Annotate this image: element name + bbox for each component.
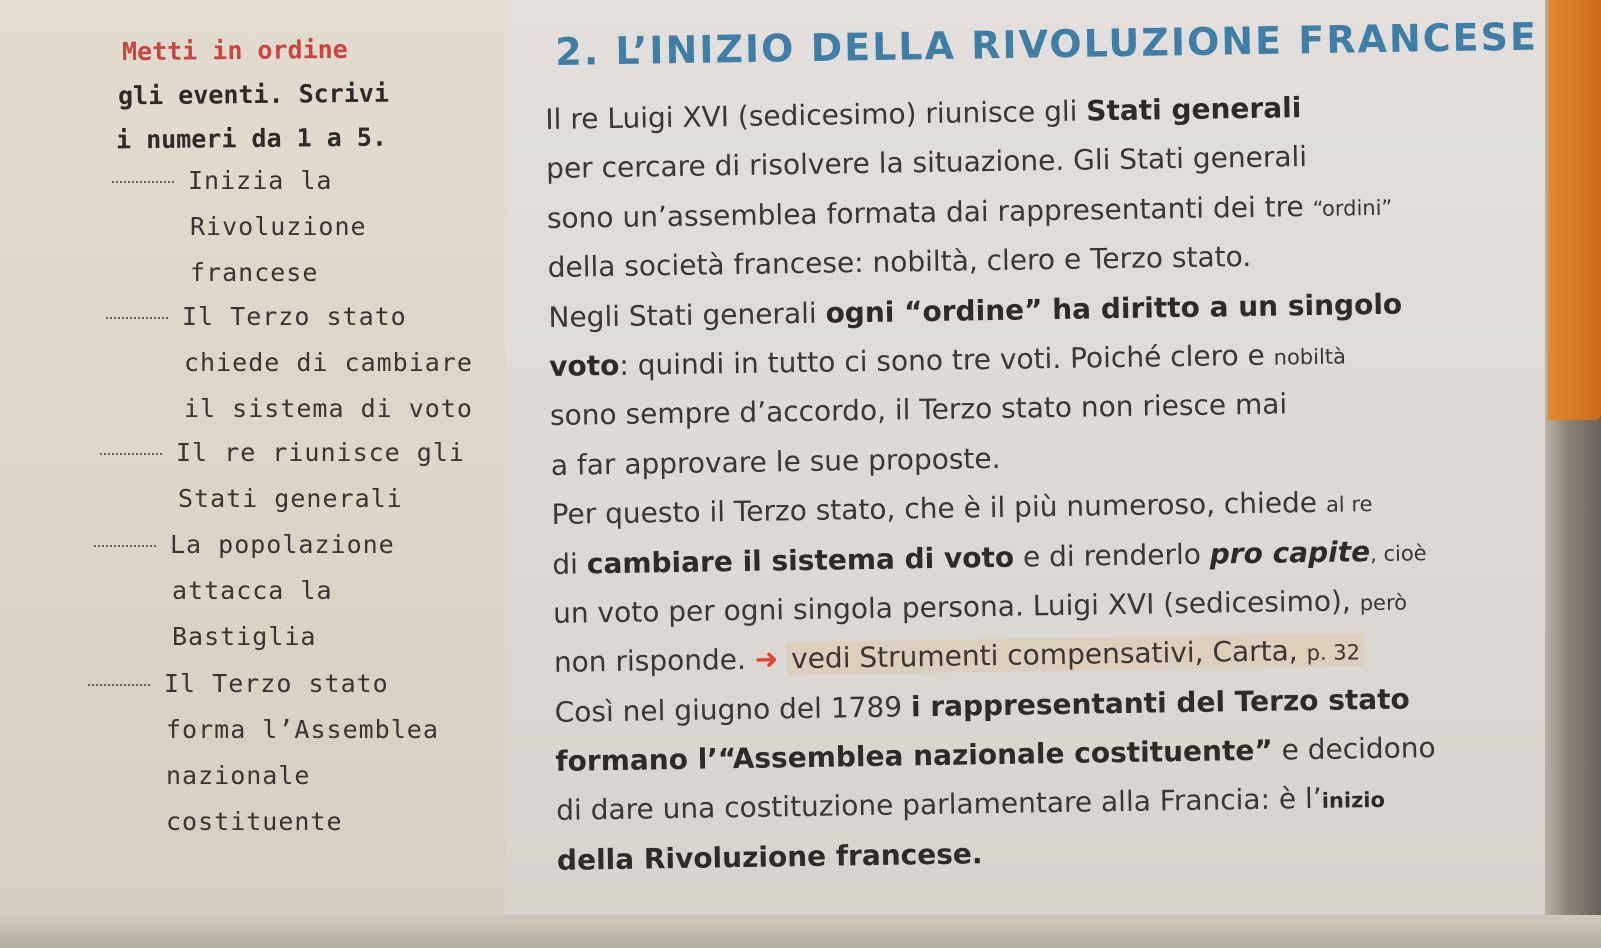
order-item-2 <box>106 294 473 432</box>
item-text: francese <box>190 258 319 287</box>
reference-link[interactable]: vedi Strumenti compensativi, Carta, p. 32 <box>787 634 1364 676</box>
item-text: Il Terzo stato <box>164 669 389 698</box>
paragraph-line: non risponde. ➜ vedi Strumenti compensativi, Carta, p. 32 <box>554 623 1555 688</box>
order-item-4 <box>94 522 395 660</box>
item-text: forma l’Assemblea <box>166 715 439 744</box>
paragraph-line: della società francese: nobiltà, clero e Terzo stato. <box>547 240 1252 285</box>
paragraph-line: voto: quindi in tutto ci sono tre voti. Poiché clero e nobiltà <box>549 338 1347 383</box>
paragraph-line: Per questo il Terzo stato, che è il più numeroso, chiede al re <box>551 485 1373 532</box>
number-blank[interactable] <box>100 452 162 455</box>
paragraph-line: per cercare di risolvere la situazione. Gli Stati generali <box>545 140 1308 186</box>
number-blank[interactable] <box>88 683 150 686</box>
instruction-line: i numeri da 1 a 5. <box>115 122 388 155</box>
arrow-right-icon: ➜ <box>754 642 779 677</box>
paragraph-line: a far approvare le sue proposte. <box>550 441 1001 482</box>
order-item-5 <box>88 661 439 845</box>
paragraph-line: di dare una costituzione parlamentare alla Francia: è l’inizio <box>555 782 1386 828</box>
item-text: attacca la <box>172 576 333 605</box>
order-item-3 <box>100 430 465 522</box>
item-text: Rivoluzione <box>190 212 367 241</box>
item-text: La popolazione <box>170 530 395 559</box>
number-blank[interactable] <box>112 180 174 183</box>
paragraph-line: Così nel giugno del 1789 i rappresentanti del Terzo stato <box>554 682 1411 729</box>
paragraph-line: Il re Luigi XVI (sedicesimo) riunisce gli Stati generali <box>545 91 1302 136</box>
number-blank[interactable] <box>94 544 156 547</box>
instruction-heading: Metti in ordine <box>121 34 348 67</box>
item-text: Bastiglia <box>172 622 317 651</box>
number-blank[interactable] <box>106 316 168 319</box>
item-text: chiede di cambiare <box>184 348 473 377</box>
paragraph-line: sono sempre d’accordo, il Terzo stato non riesce mai <box>549 387 1288 433</box>
item-text: Inizia la <box>188 166 333 195</box>
orange-tab-strip <box>1548 0 1601 420</box>
section-body <box>545 79 1557 885</box>
paragraph-line: della Rivoluzione francese. <box>556 837 983 877</box>
paragraph-line: Negli Stati generali ogni “ordine” ha diritto a un singolo <box>548 287 1403 334</box>
section-title: 2. L’INIZIO DELLA RIVOLUZIONE FRANCESE <box>555 14 1539 74</box>
order-item-1 <box>112 158 367 296</box>
page-bottom-edge <box>0 915 1601 948</box>
paragraph-line: sono un’assemblea formata dai rappresentanti dei tre “ordini” <box>546 189 1393 235</box>
item-text: Il Terzo stato <box>182 302 407 331</box>
instruction-line: gli eventi. Scrivi <box>117 78 390 111</box>
item-text: nazionale <box>166 761 311 790</box>
paragraph-line: di cambiare il sistema di voto e di renderlo pro capite, cioè <box>552 534 1427 581</box>
paragraph-line: formano l’“Assemblea nazionale costituente” e decidono <box>555 731 1436 778</box>
item-text: Il re riunisce gli <box>176 438 465 467</box>
item-text: il sistema di voto <box>184 394 473 423</box>
item-text: costituente <box>166 807 343 836</box>
item-text: Stati generali <box>178 484 403 513</box>
paragraph-line: un voto per ogni singola persona. Luigi XVI (sedicesimo), però <box>552 584 1408 630</box>
